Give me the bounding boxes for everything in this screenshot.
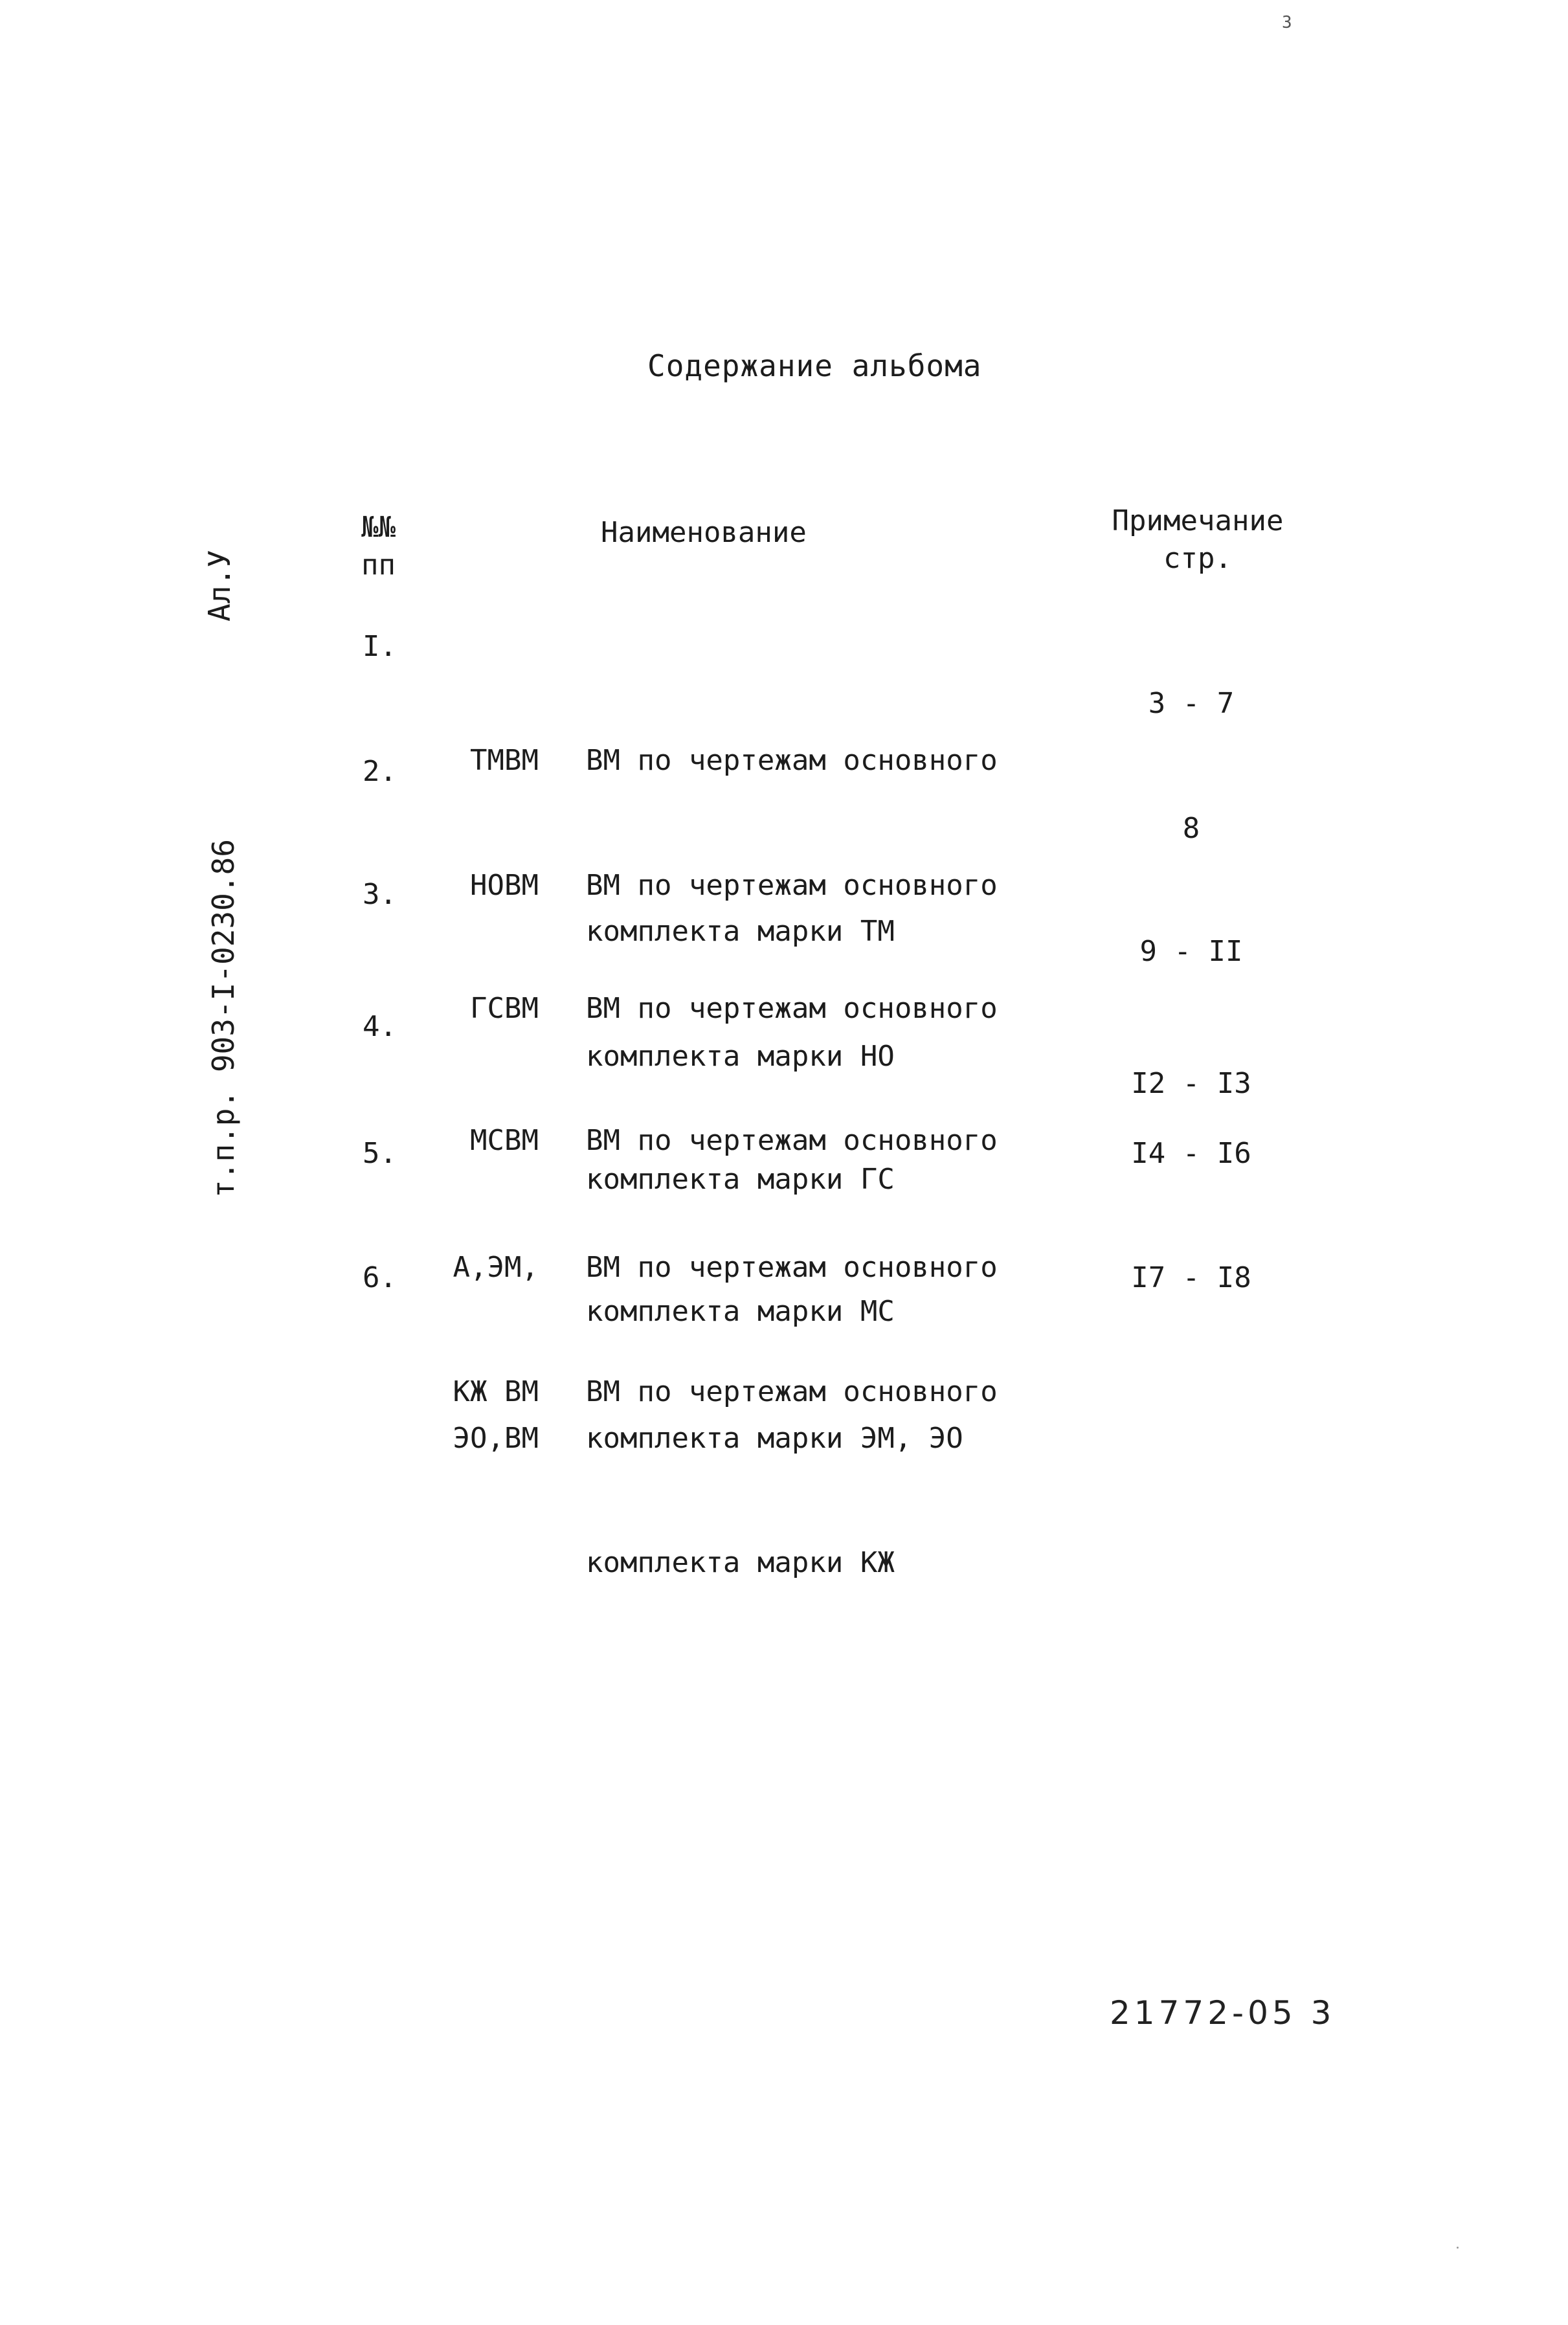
row-pages: 3 - 7 bbox=[1148, 687, 1235, 720]
row-code-line2: ЭО,ВМ bbox=[453, 1422, 539, 1455]
row-description-line1: ВМ по чертежам основного bbox=[586, 1375, 998, 1408]
row-number: 3. bbox=[363, 878, 397, 911]
header-name: Наименование bbox=[601, 516, 807, 549]
row-code-line1: ГСВМ bbox=[470, 992, 539, 1025]
row-code-line1: НОВМ bbox=[470, 869, 539, 902]
row-description-line1: ВМ по чертежам основного bbox=[586, 1251, 998, 1284]
row-code-line1: ТМВМ bbox=[470, 744, 539, 777]
row-description-line1: ВМ по чертежам основного bbox=[586, 744, 998, 777]
row-code-line1: КЖ ВМ bbox=[453, 1375, 539, 1408]
document-number: 21772-05 3 bbox=[1110, 1994, 1336, 2032]
page-mark: 3 bbox=[1282, 13, 1292, 32]
row-pages: 8 bbox=[1182, 812, 1200, 845]
row-description-line2: комплекта марки МС bbox=[586, 1295, 895, 1328]
row-description bbox=[586, 1250, 998, 1705]
header-number-line2: пп bbox=[361, 548, 396, 581]
row-number: 6. bbox=[363, 1261, 397, 1294]
header-note bbox=[1101, 502, 1295, 578]
row-description-line1: ВМ по чертежам основного bbox=[586, 1124, 998, 1157]
scan-speck bbox=[1457, 2247, 1459, 2249]
row-pages: I2 - I3 bbox=[1131, 1067, 1251, 1100]
row-description-line2: комплекта марки ГС bbox=[586, 1163, 895, 1196]
row-description-line2: комплекта марки НО bbox=[586, 1040, 895, 1073]
row-code-line1: МСВМ bbox=[470, 1124, 539, 1157]
page-title: Содержание альбома bbox=[647, 348, 982, 383]
row-pages: I4 - I6 bbox=[1131, 1137, 1251, 1170]
row-description-line2: комплекта марки ТМ bbox=[586, 915, 895, 948]
row-description-line2: комплекта марки ЭМ, ЭО bbox=[586, 1422, 963, 1455]
header-number bbox=[361, 509, 413, 584]
album-label: Ал.У bbox=[202, 550, 237, 622]
row-number: 4. bbox=[363, 1010, 397, 1043]
row-code-line1: А,ЭМ, bbox=[453, 1251, 539, 1284]
header-note-line1: Примечание bbox=[1112, 504, 1284, 537]
row-number: 5. bbox=[363, 1137, 397, 1170]
row-number: 2. bbox=[363, 755, 397, 788]
row-code bbox=[440, 1250, 539, 1648]
row-pages: I7 - I8 bbox=[1131, 1261, 1251, 1294]
row-description-line1: ВМ по чертежам основного bbox=[586, 869, 998, 902]
header-number-line1: №№ bbox=[361, 511, 396, 544]
row-description-line1: ВМ по чертежам основного bbox=[586, 992, 998, 1025]
project-code-label: т.п.р. 903-I-0230.86 bbox=[206, 839, 241, 1198]
row-pages: 9 - II bbox=[1139, 935, 1243, 968]
row-number: I. bbox=[363, 630, 397, 663]
row-description-line2: комплекта марки КЖ bbox=[586, 1546, 895, 1579]
header-note-line2: стр. bbox=[1163, 542, 1232, 575]
